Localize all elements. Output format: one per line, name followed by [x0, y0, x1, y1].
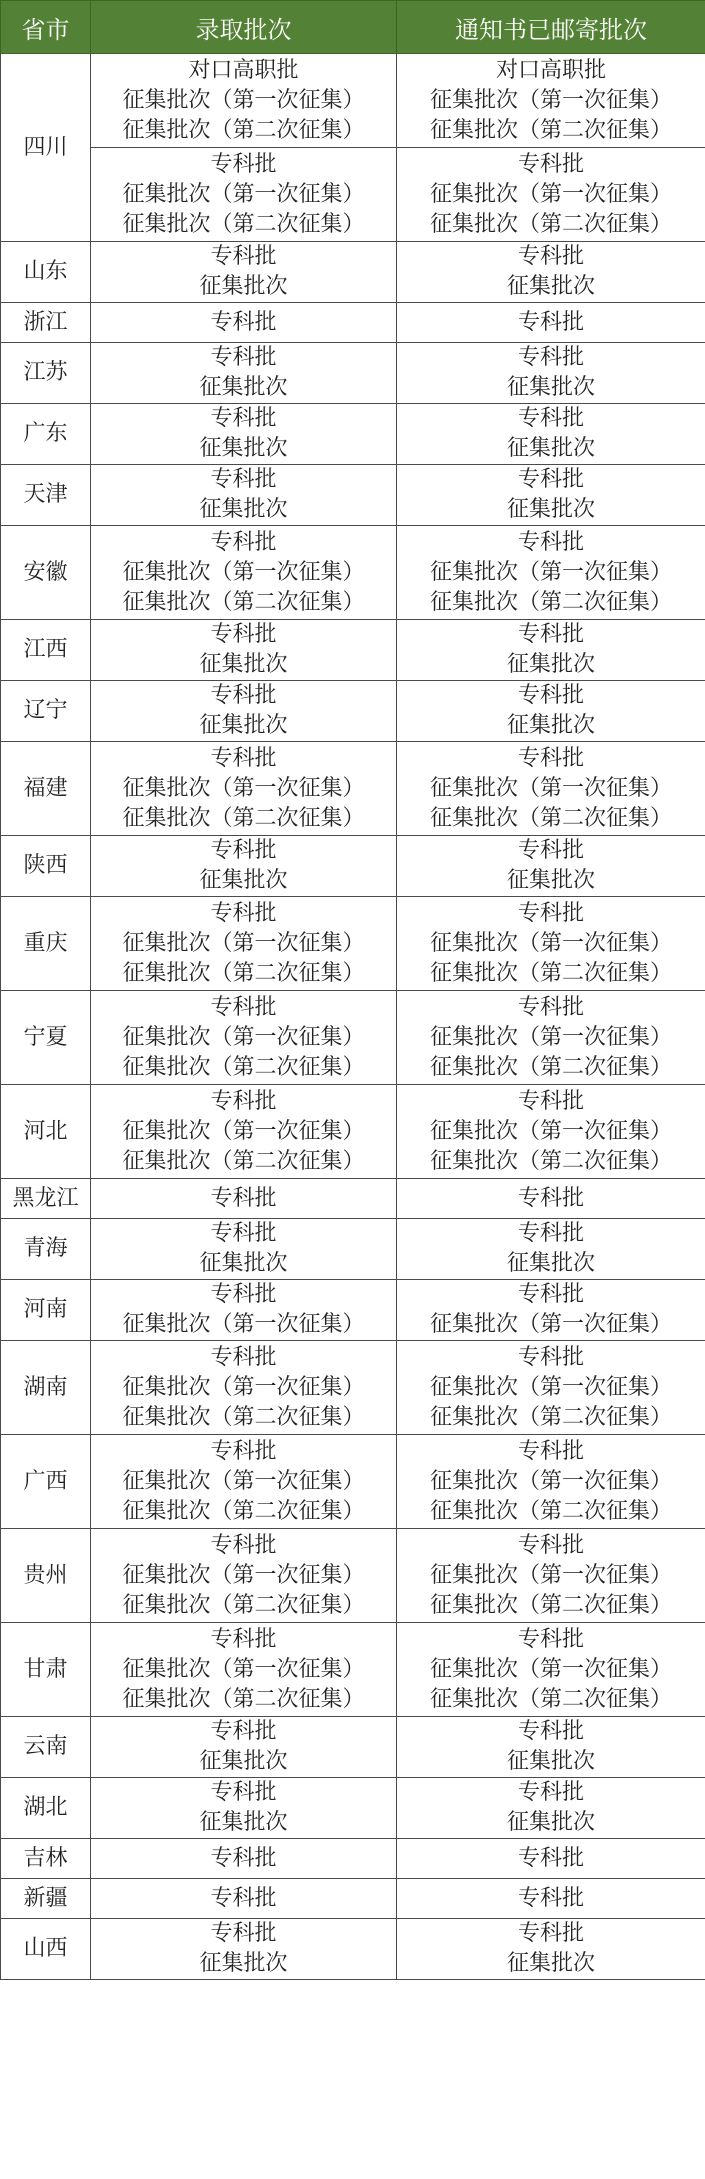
batch-line: 征集批次（第二次征集）: [429, 805, 672, 831]
batch-line: 征集批次（第二次征集）: [122, 117, 365, 143]
notice-mailed-batch-cell: [397, 1839, 705, 1879]
batch-line: 征集批次（第一次征集）: [122, 181, 365, 207]
province-cell: 江苏: [1, 343, 91, 404]
batch-line: 专科批: [210, 1780, 277, 1805]
province-cell: 湖北: [1, 1778, 91, 1839]
province-cell: 青海: [1, 1219, 91, 1280]
batch-line: 征集批次（第一次征集）: [122, 775, 365, 801]
admission-batch-cell: [91, 1623, 397, 1717]
batch-line: 征集批次: [199, 436, 288, 461]
notice-mailed-batch-cell: [397, 1179, 705, 1219]
batch-line: 专科批: [517, 309, 584, 335]
admission-batch-cell: [91, 1839, 397, 1879]
batch-line: 征集批次: [506, 713, 595, 738]
table-row: [1, 1778, 705, 1839]
province-cell: 辽宁: [1, 681, 91, 742]
batch-line: 征集批次: [199, 1951, 288, 1976]
table-row: [1, 526, 705, 620]
table-row: [1, 1919, 705, 1980]
batch-line: 征集批次: [506, 436, 595, 461]
admission-batch-cell: [91, 1280, 397, 1341]
notice-mailed-batch-cell: [397, 1529, 705, 1623]
batch-line: 征集批次: [506, 1749, 595, 1774]
province-cell: 河南: [1, 1280, 91, 1341]
batch-line: 专科批: [210, 1532, 277, 1558]
batch-line: 专科批: [517, 1438, 584, 1464]
table-row: [1, 1179, 705, 1219]
admission-batch-cell: [91, 742, 397, 836]
notice-mailed-batch-cell: [397, 1717, 705, 1778]
batch-line: 征集批次（第一次征集）: [429, 930, 672, 956]
batch-line: 征集批次（第一次征集）: [429, 87, 672, 113]
batch-line: 征集批次（第二次征集）: [122, 1498, 365, 1524]
province-cell: 广西: [1, 1435, 91, 1529]
table-row: [1, 148, 705, 242]
table-header: [1, 1, 705, 54]
batch-line: 征集批次（第一次征集）: [429, 181, 672, 207]
batch-line: 征集批次（第二次征集）: [429, 1592, 672, 1618]
batch-line: 专科批: [210, 1088, 277, 1114]
batch-line: 征集批次（第一次征集）: [122, 1374, 365, 1400]
batch-line: 专科批: [517, 1185, 584, 1211]
admission-batch-cell: [91, 54, 397, 148]
batch-line: 专科批: [210, 1885, 277, 1911]
notice-mailed-batch-cell: [397, 1435, 705, 1529]
notice-mailed-batch-cell: [397, 465, 705, 526]
batch-line: 专科批: [210, 1921, 277, 1946]
table-row: [1, 1839, 705, 1879]
province-cell: 黑龙江: [1, 1179, 91, 1219]
header-notice-mailed-batch: 通知书已邮寄批次: [397, 1, 705, 54]
notice-mailed-batch-cell: [397, 681, 705, 742]
batch-line: 征集批次: [506, 1951, 595, 1976]
batch-line: 征集批次（第二次征集）: [122, 805, 365, 831]
batch-line: 征集批次: [199, 497, 288, 522]
batch-line: 征集批次（第一次征集）: [429, 1656, 672, 1682]
notice-mailed-batch-cell: [397, 404, 705, 465]
batch-line: 专科批: [517, 994, 584, 1020]
province-cell: 山东: [1, 242, 91, 303]
batch-line: 专科批: [210, 529, 277, 555]
table-row: [1, 1717, 705, 1778]
batch-line: 专科批: [210, 467, 277, 492]
batch-line: 征集批次（第一次征集）: [429, 1312, 672, 1337]
notice-mailed-batch-cell: [397, 54, 705, 148]
batch-line: 征集批次（第二次征集）: [122, 1686, 365, 1712]
notice-mailed-batch-cell: [397, 148, 705, 242]
table-row: [1, 343, 705, 404]
batch-line: 对口高职批: [188, 57, 299, 83]
batch-line: 专科批: [517, 1626, 584, 1652]
batch-line: 征集批次（第一次征集）: [122, 1118, 365, 1144]
batch-line: 征集批次（第二次征集）: [429, 1498, 672, 1524]
batch-line: 征集批次（第一次征集）: [122, 1656, 365, 1682]
batch-line: 征集批次（第二次征集）: [122, 589, 365, 615]
admission-batch-cell: [91, 1778, 397, 1839]
province-cell: 江西: [1, 620, 91, 681]
table-row: [1, 620, 705, 681]
batch-line: 征集批次（第二次征集）: [429, 960, 672, 986]
table-row: [1, 1085, 705, 1179]
batch-line: 专科批: [210, 309, 277, 335]
batch-line: 专科批: [517, 467, 584, 492]
province-cell: 四川: [1, 54, 91, 242]
batch-line: 专科批: [517, 683, 584, 708]
table-row: [1, 54, 705, 148]
table-row: [1, 1529, 705, 1623]
admission-batch-cell: [91, 681, 397, 742]
admission-batch-cell: [91, 242, 397, 303]
batch-line: 征集批次（第二次征集）: [429, 211, 672, 237]
batch-line: 专科批: [210, 683, 277, 708]
batch-line: 专科批: [210, 1438, 277, 1464]
batch-line: 对口高职批: [495, 57, 606, 83]
batch-line: 征集批次: [199, 1749, 288, 1774]
admission-batch-cell: [91, 1919, 397, 1980]
batch-line: 征集批次（第一次征集）: [429, 1024, 672, 1050]
batch-line: 专科批: [210, 622, 277, 647]
province-cell: 安徽: [1, 526, 91, 620]
admission-batch-cell: [91, 303, 397, 343]
batch-line: 征集批次（第一次征集）: [122, 87, 365, 113]
table-row: [1, 1341, 705, 1435]
table-row: [1, 836, 705, 897]
table-row: [1, 991, 705, 1085]
batch-line: 专科批: [517, 1221, 584, 1246]
table-row: [1, 1219, 705, 1280]
admission-batch-cell: [91, 1341, 397, 1435]
batch-line: 征集批次（第一次征集）: [429, 1118, 672, 1144]
batch-line: 专科批: [210, 406, 277, 431]
batch-line: 征集批次（第二次征集）: [429, 1054, 672, 1080]
batch-line: 专科批: [210, 1282, 277, 1307]
table-row: [1, 1623, 705, 1717]
province-cell: 贵州: [1, 1529, 91, 1623]
table-row: [1, 242, 705, 303]
province-cell: 宁夏: [1, 991, 91, 1085]
batch-line: 征集批次（第二次征集）: [122, 960, 365, 986]
batch-line: 专科批: [210, 994, 277, 1020]
admission-batch-cell: [91, 1879, 397, 1919]
batch-line: 专科批: [517, 406, 584, 431]
header-admission-batch: 录取批次: [91, 1, 397, 54]
province-cell: 新疆: [1, 1879, 91, 1919]
batch-line: 专科批: [210, 1344, 277, 1370]
notice-mailed-batch-cell: [397, 836, 705, 897]
notice-mailed-batch-cell: [397, 1919, 705, 1980]
batch-line: 专科批: [517, 838, 584, 863]
notice-mailed-batch-cell: [397, 1341, 705, 1435]
batch-line: 专科批: [210, 1221, 277, 1246]
notice-mailed-batch-cell: [397, 242, 705, 303]
batch-line: 征集批次: [506, 1251, 595, 1276]
batch-line: 专科批: [517, 900, 584, 926]
batch-line: 征集批次: [506, 497, 595, 522]
notice-mailed-batch-cell: [397, 343, 705, 404]
notice-mailed-batch-cell: [397, 897, 705, 991]
admission-batch-cell: [91, 620, 397, 681]
table-row: [1, 1879, 705, 1919]
province-cell: 广东: [1, 404, 91, 465]
table-row: [1, 404, 705, 465]
notice-mailed-batch-cell: [397, 1085, 705, 1179]
batch-line: 征集批次（第二次征集）: [122, 1148, 365, 1174]
batch-line: 征集批次（第二次征集）: [429, 117, 672, 143]
batch-line: 征集批次: [199, 868, 288, 893]
batch-line: 专科批: [517, 1885, 584, 1911]
batch-line: 征集批次: [199, 375, 288, 400]
batch-line: 征集批次（第一次征集）: [122, 1312, 365, 1337]
province-cell: 湖南: [1, 1341, 91, 1435]
batch-line: 征集批次: [199, 652, 288, 677]
notice-mailed-batch-cell: [397, 742, 705, 836]
batch-line: 专科批: [517, 151, 584, 177]
batch-line: 征集批次（第一次征集）: [122, 930, 365, 956]
header-province: 省市: [1, 1, 91, 54]
batch-line: 征集批次: [506, 1810, 595, 1835]
batch-line: 征集批次（第一次征集）: [429, 559, 672, 585]
notice-mailed-batch-cell: [397, 1623, 705, 1717]
batch-line: 征集批次（第一次征集）: [429, 1562, 672, 1588]
notice-mailed-batch-cell: [397, 1778, 705, 1839]
admission-batch-cell: [91, 1529, 397, 1623]
admission-batch-cell: [91, 148, 397, 242]
batch-line: 征集批次（第二次征集）: [122, 1054, 365, 1080]
batch-line: 征集批次（第二次征集）: [429, 589, 672, 615]
batch-line: 征集批次: [506, 375, 595, 400]
batch-line: 专科批: [210, 244, 277, 269]
batch-line: 征集批次: [506, 868, 595, 893]
batch-line: 专科批: [517, 745, 584, 771]
admission-batch-cell: [91, 1085, 397, 1179]
batch-line: 征集批次（第二次征集）: [122, 211, 365, 237]
notice-mailed-batch-cell: [397, 1280, 705, 1341]
admission-batch-cell: [91, 1179, 397, 1219]
batch-line: 专科批: [210, 151, 277, 177]
admission-batch-cell: [91, 897, 397, 991]
batch-line: 专科批: [517, 529, 584, 555]
batch-line: 专科批: [210, 1719, 277, 1744]
batch-line: 专科批: [210, 838, 277, 863]
table-row: [1, 1435, 705, 1529]
notice-mailed-batch-cell: [397, 1219, 705, 1280]
notice-mailed-batch-cell: [397, 303, 705, 343]
admission-batch-cell: [91, 343, 397, 404]
batch-line: 专科批: [517, 622, 584, 647]
admission-batch-cell: [91, 526, 397, 620]
batch-line: 征集批次（第一次征集）: [122, 559, 365, 585]
batch-line: 征集批次: [199, 1810, 288, 1835]
table-body: [1, 54, 705, 1980]
admission-batch-cell: [91, 1219, 397, 1280]
batch-line: 征集批次（第一次征集）: [122, 1468, 365, 1494]
province-cell: 云南: [1, 1717, 91, 1778]
batch-line: 征集批次: [506, 274, 595, 299]
batch-line: 征集批次（第二次征集）: [122, 1592, 365, 1618]
batch-line: 征集批次（第一次征集）: [122, 1562, 365, 1588]
province-cell: 福建: [1, 742, 91, 836]
batch-line: 专科批: [517, 1532, 584, 1558]
batch-line: 专科批: [517, 1780, 584, 1805]
notice-mailed-batch-cell: [397, 991, 705, 1085]
notice-mailed-batch-cell: [397, 526, 705, 620]
batch-line: 征集批次（第一次征集）: [429, 775, 672, 801]
batch-line: 征集批次（第二次征集）: [122, 1404, 365, 1430]
batch-line: 征集批次（第二次征集）: [429, 1404, 672, 1430]
table-row: [1, 1280, 705, 1341]
batch-line: 专科批: [517, 345, 584, 370]
batch-line: 专科批: [517, 1719, 584, 1744]
batch-line: 征集批次（第一次征集）: [122, 1024, 365, 1050]
batch-line: 征集批次（第二次征集）: [429, 1686, 672, 1712]
batch-line: 征集批次: [199, 1251, 288, 1276]
batch-line: 征集批次（第二次征集）: [429, 1148, 672, 1174]
province-cell: 重庆: [1, 897, 91, 991]
batch-line: 专科批: [517, 1921, 584, 1946]
province-cell: 浙江: [1, 303, 91, 343]
batch-line: 专科批: [517, 1088, 584, 1114]
province-cell: 吉林: [1, 1839, 91, 1879]
batch-line: 专科批: [210, 1626, 277, 1652]
province-cell: 天津: [1, 465, 91, 526]
province-cell: 山西: [1, 1919, 91, 1980]
batch-line: 专科批: [210, 745, 277, 771]
batch-line: 征集批次（第一次征集）: [429, 1374, 672, 1400]
table-row: [1, 465, 705, 526]
batch-line: 专科批: [517, 244, 584, 269]
admission-batch-cell: [91, 404, 397, 465]
table-row: [1, 742, 705, 836]
admission-batch-cell: [91, 836, 397, 897]
notice-mailed-batch-cell: [397, 620, 705, 681]
batch-line: 专科批: [517, 1344, 584, 1370]
batch-line: 征集批次（第一次征集）: [429, 1468, 672, 1494]
notice-mailed-batch-cell: [397, 1879, 705, 1919]
admission-batch-cell: [91, 465, 397, 526]
province-cell: 陕西: [1, 836, 91, 897]
province-cell: 河北: [1, 1085, 91, 1179]
table-row: [1, 303, 705, 343]
batch-line: 专科批: [517, 1845, 584, 1871]
batch-line: 专科批: [517, 1282, 584, 1307]
batch-line: 征集批次: [199, 713, 288, 738]
province-cell: 甘肃: [1, 1623, 91, 1717]
batch-line: 征集批次: [506, 652, 595, 677]
table-row: [1, 681, 705, 742]
admission-batch-cell: [91, 1435, 397, 1529]
table-row: [1, 897, 705, 991]
batch-line: 专科批: [210, 1185, 277, 1211]
batch-line: 征集批次: [199, 274, 288, 299]
batch-line: 专科批: [210, 900, 277, 926]
admission-batch-cell: [91, 1717, 397, 1778]
admission-batch-cell: [91, 991, 397, 1085]
batch-line: 专科批: [210, 345, 277, 370]
batch-line: 专科批: [210, 1845, 277, 1871]
